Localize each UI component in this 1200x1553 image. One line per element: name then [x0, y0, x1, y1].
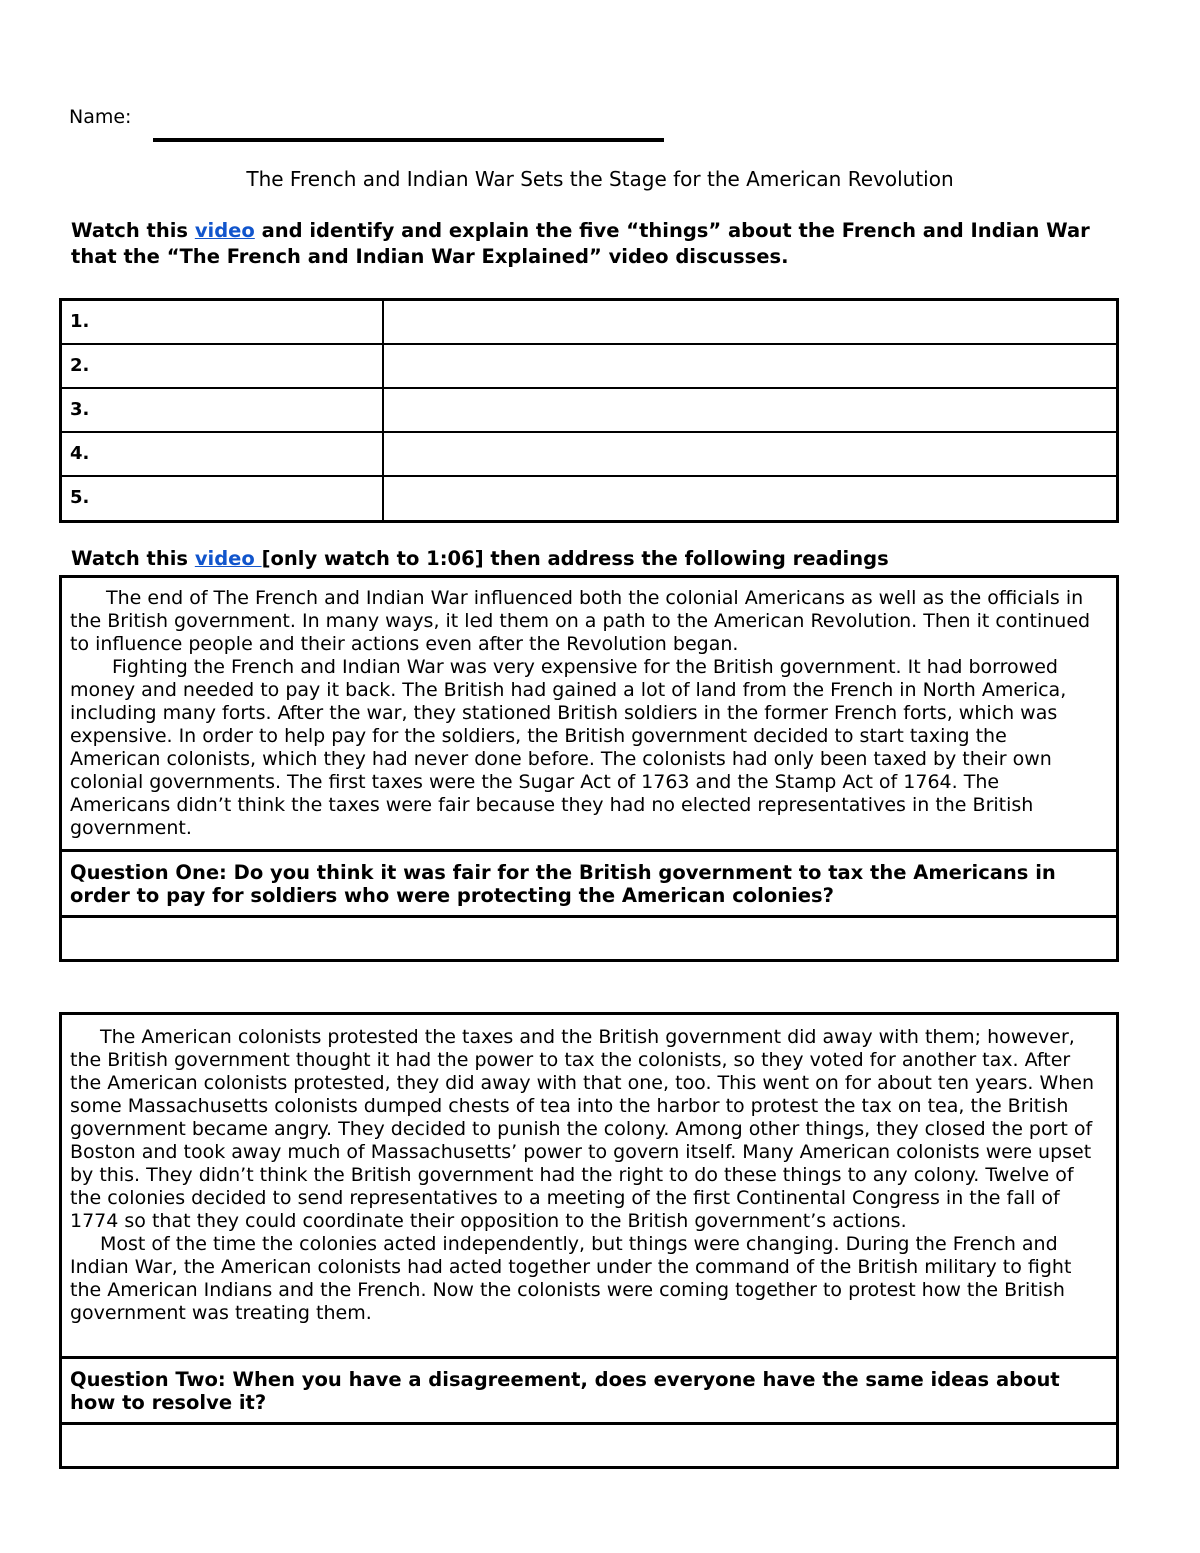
table-row [62, 433, 1116, 477]
divider [62, 1356, 1116, 1359]
row-number: 4. [70, 443, 90, 464]
reading-paragraph: Most of the time the colonies acted independently, but things were changing. During the French and Indian War, the American colonists had acted together under the command of the British military to fight the American Indians and the French. Now the colonists were coming together to protest how the British government was treating them. [70, 1233, 1072, 1324]
instruction-prefix: Watch this [71, 547, 195, 570]
reading-box-2 [59, 1012, 1119, 1469]
worksheet-title: The French and Indian War Sets the Stage for the American Revolution [246, 167, 954, 191]
question-one: Question One: Do you think it was fair for the British government to tax the Americans in order to pay for soldiers who were protecting the American colonies? [70, 861, 1056, 907]
row-number: 1. [70, 311, 90, 332]
section2-instruction [71, 546, 1131, 572]
answer-cell[interactable] [384, 433, 1116, 475]
table-row [62, 477, 1116, 520]
reading-box-1 [59, 575, 1119, 962]
table-row [62, 389, 1116, 433]
reading-text [70, 587, 1102, 840]
reading-paragraph: The American colonists protested the taxes and the British government did away with them; however, the British government thought it had the power to tax the colonists, so they voted for another tax. After the American colonists protested, they did away with that one, too. This went on for about ten years. When some Massachusetts colonists dumped chests of tea into the harbor to protest the tax on tea, the British government became angry. They decided to punish the colony. Among other things, they closed the port of Boston and took away much of Massachusetts’ power to govern itself. Many American colonists were upset by this. They didn’t think the British government had the right to do these things to any colony. Twelve of the colonies decided to send representatives to a meeting of the first Continental Congress in the fall of 1774 so that they could coordinate their opposition to the British government’s actions. [70, 1026, 1095, 1232]
table-row [62, 301, 1116, 345]
answer-cell[interactable] [384, 389, 1116, 431]
row-number: 3. [70, 399, 90, 420]
name-label: Name: [69, 106, 132, 128]
instruction-suffix: [only watch to 1:06] then address the following readings [261, 547, 889, 570]
question-two: Question Two: When you have a disagreement, does everyone have the same ideas about how to resolve it? [70, 1368, 1060, 1414]
five-things-table [59, 298, 1119, 523]
row-number: 5. [70, 487, 90, 508]
instruction-prefix: Watch this [71, 219, 195, 242]
divider [62, 849, 1116, 852]
reading-paragraph: The end of The French and Indian War influenced both the colonial Americans as well as the officials in the British government. In many ways, it led them on a path to the American Revolution. Then it continued to influence people and their actions even after the Revolution began. [70, 587, 1091, 655]
row-number: 2. [70, 355, 90, 376]
answer-cell[interactable] [384, 345, 1116, 387]
answer-field-two[interactable] [62, 1425, 1116, 1466]
reading-text [70, 1026, 1102, 1325]
answer-cell[interactable] [384, 477, 1116, 520]
video-link-1[interactable]: video [194, 219, 255, 242]
table-row [62, 345, 1116, 389]
video-link-2[interactable]: video [194, 547, 262, 570]
answer-field-one[interactable] [62, 918, 1116, 959]
reading-paragraph: Fighting the French and Indian War was very expensive for the British government. It had borrowed money and needed to pay it back. The British had gained a lot of land from the French in North America, including many forts. After the war, they stationed British soldiers in the former French forts, which was expensive. In order to help pay for the soldiers, the British government decided to start taxing the American colonists, which they had never done before. The colonists had only been taxed by their own colonial governments. The first taxes were the Sugar Act of 1763 and the Stamp Act of 1764. The Americans didn’t think the taxes were fair because they had no elected representatives in the British government. [70, 656, 1067, 839]
name-blank-line[interactable] [153, 138, 664, 142]
section1-instruction [71, 218, 1131, 270]
answer-cell[interactable] [384, 301, 1116, 343]
instruction-suffix: and identify and explain the five “things” about the French and Indian War that the “The French and Indian War Explained” video discusses. [71, 219, 1090, 268]
